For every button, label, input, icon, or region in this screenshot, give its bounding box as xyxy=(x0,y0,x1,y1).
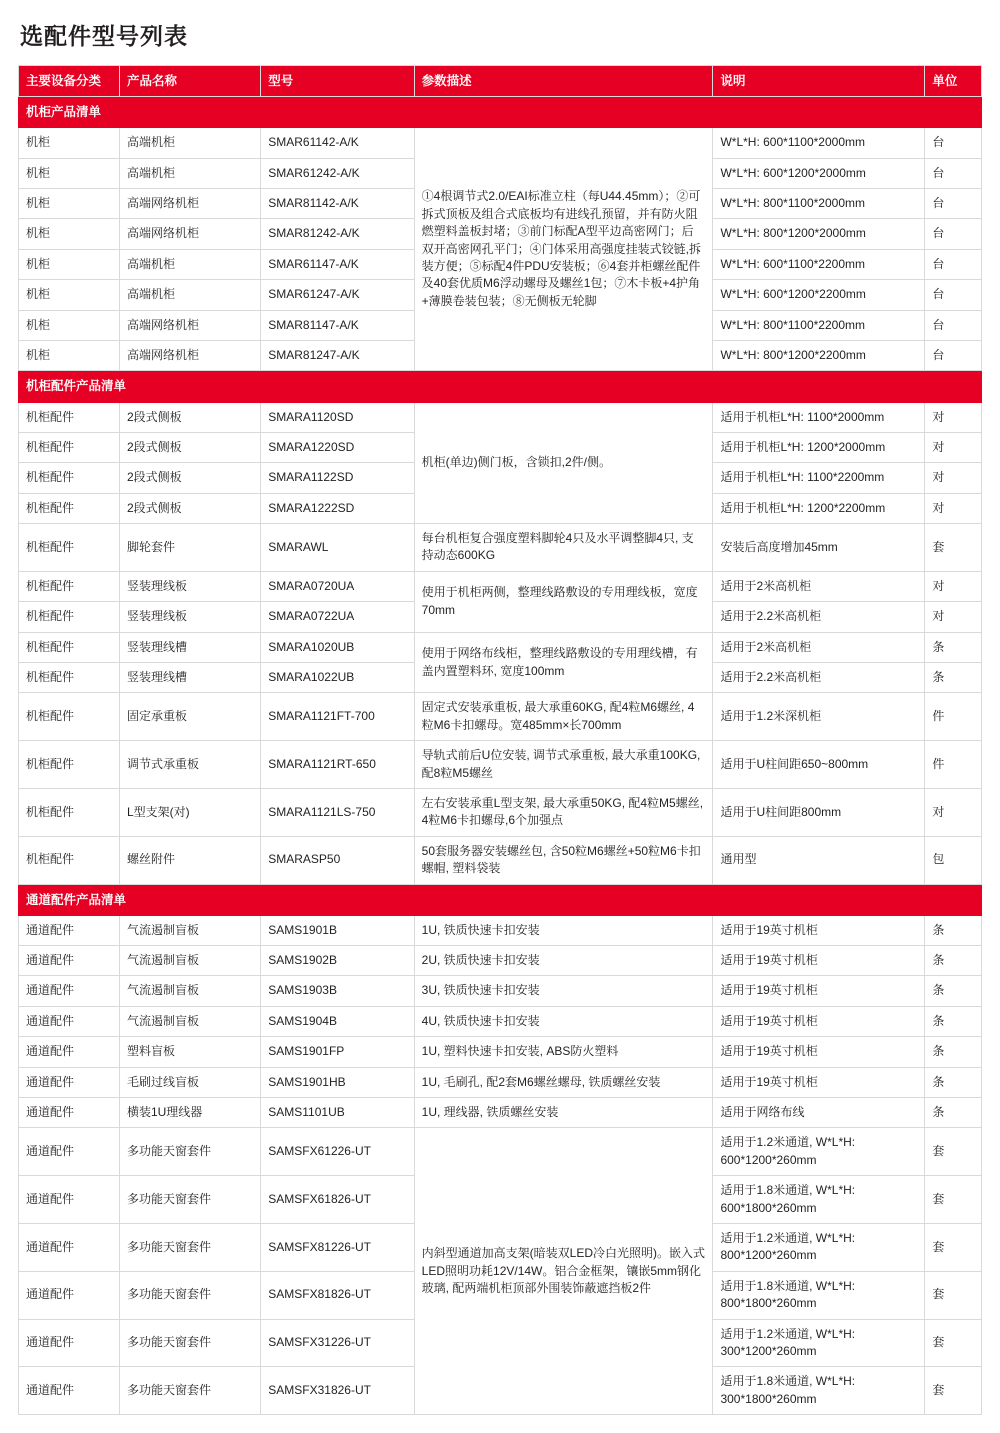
cell-model: SAMSFX81826-UT xyxy=(261,1271,414,1319)
table-row xyxy=(19,976,982,1006)
cell-parameters: 4U, 铁质快速卡扣安装 xyxy=(414,1006,713,1036)
cell-category: 机柜配件 xyxy=(19,741,120,789)
cell-description: 适用于机柜L*H: 1200*2200mm xyxy=(713,493,925,523)
cell-product-name: 2段式侧板 xyxy=(119,432,260,462)
table-row xyxy=(19,946,982,976)
cell-description: W*L*H: 600*1100*2200mm xyxy=(713,249,925,279)
cell-product-name: 竖装理线板 xyxy=(119,571,260,601)
header-row xyxy=(19,66,982,97)
cell-product-name: 高端机柜 xyxy=(119,128,260,158)
cell-product-name: 高端网络机柜 xyxy=(119,340,260,370)
cell-category: 通道配件 xyxy=(19,1128,120,1176)
cell-model: SAMSFX81226-UT xyxy=(261,1223,414,1271)
table-row xyxy=(19,915,982,945)
table-row xyxy=(19,836,982,884)
column-header-unit: 单位 xyxy=(925,66,982,97)
cell-product-name: 高端网络机柜 xyxy=(119,219,260,249)
cell-category: 机柜 xyxy=(19,310,120,340)
cell-unit: 台 xyxy=(925,189,982,219)
cell-model: SMARA1122SD xyxy=(261,463,414,493)
page-title: 选配件型号列表 xyxy=(20,23,188,49)
cell-unit: 条 xyxy=(925,1067,982,1097)
cell-model: SMAR61247-A/K xyxy=(261,280,414,310)
column-header-parameters: 参数描述 xyxy=(414,66,713,97)
cell-parameters: 50套服务器安装螺丝包, 含50粒M6螺丝+50粒M6卡扣螺帽, 塑料袋装 xyxy=(414,836,713,884)
cell-description: W*L*H: 800*1100*2200mm xyxy=(713,310,925,340)
cell-category: 机柜 xyxy=(19,128,120,158)
column-header-description: 说明 xyxy=(713,66,925,97)
cell-product-name: 高端机柜 xyxy=(119,158,260,188)
cell-category: 通道配件 xyxy=(19,1006,120,1036)
cell-product-name: 2段式侧板 xyxy=(119,402,260,432)
cell-category: 机柜配件 xyxy=(19,432,120,462)
cell-description: 适用于19英寸机柜 xyxy=(713,915,925,945)
cell-description: 适用于19英寸机柜 xyxy=(713,1006,925,1036)
column-header-category: 主要设备分类 xyxy=(19,66,120,97)
cell-description: W*L*H: 600*1200*2000mm xyxy=(713,158,925,188)
cell-unit: 台 xyxy=(925,128,982,158)
cell-product-name: L型支架(对) xyxy=(119,788,260,836)
cell-description: 安装后高度增加45mm xyxy=(713,524,925,572)
cell-description: 适用于19英寸机柜 xyxy=(713,946,925,976)
section-header-cabinets xyxy=(19,97,982,128)
cell-product-name: 2段式侧板 xyxy=(119,493,260,523)
cell-unit: 条 xyxy=(925,1006,982,1036)
cell-product-name: 多功能天窗套件 xyxy=(119,1223,260,1271)
section-title: 机柜产品清单 xyxy=(19,97,982,128)
cell-unit: 对 xyxy=(925,602,982,632)
cell-description: W*L*H: 800*1100*2000mm xyxy=(713,189,925,219)
cell-unit: 套 xyxy=(925,1319,982,1367)
cell-unit: 台 xyxy=(925,158,982,188)
cell-unit: 对 xyxy=(925,788,982,836)
cell-description: 适用于2米高机柜 xyxy=(713,632,925,662)
cell-product-name: 多功能天窗套件 xyxy=(119,1319,260,1367)
section-title: 机柜配件产品清单 xyxy=(19,371,982,402)
cell-unit: 对 xyxy=(925,493,982,523)
cell-description: W*L*H: 800*1200*2200mm xyxy=(713,340,925,370)
cell-unit: 套 xyxy=(925,1223,982,1271)
cell-parameters-merged: 使用于网络布线柜，整理线路敷设的专用理线槽，有盖内置塑料环, 宽度100mm xyxy=(414,632,713,693)
cell-model: SMAR61142-A/K xyxy=(261,128,414,158)
section-title: 通道配件产品清单 xyxy=(19,884,982,915)
cell-product-name: 横装1U理线器 xyxy=(119,1098,260,1128)
cell-description: 适用于1.2米通道, W*L*H: 600*1200*260mm xyxy=(713,1128,925,1176)
cell-parameters-merged: 内斜型通道加高支架(暗装双LED冷白光照明)。嵌入式LED照明功耗12V/14W。铝合金框架，镶嵌5mm钢化玻璃, 配两端机柜顶部外围装饰蔽遮挡板2件 xyxy=(414,1128,713,1415)
cell-description: 适用于U柱间距800mm xyxy=(713,788,925,836)
cell-product-name: 调节式承重板 xyxy=(119,741,260,789)
table-row xyxy=(19,1128,982,1176)
cell-category: 机柜配件 xyxy=(19,836,120,884)
cell-product-name: 气流遏制盲板 xyxy=(119,976,260,1006)
cell-model: SAMS1902B xyxy=(261,946,414,976)
table-row xyxy=(19,571,982,601)
cell-unit: 套 xyxy=(925,1176,982,1224)
cell-description: 适用于1.8米通道, W*L*H: 800*1800*260mm xyxy=(713,1271,925,1319)
cell-parameters-merged: ①4根调节式2.0/EAI标准立柱（每U44.45mm）；②可拆式顶板及组合式底板均有进线孔预留，并有防火阻燃塑料盖板封堵；③前门标配A型平边高密网门；后双开高密网孔平门；④门体采用高强度挂装式铰链,拆装方便；⑤标配4件PDU安装板；⑥4套并柜螺丝配件及40套优质M6浮动螺母及螺丝1包；⑦木卡板+4护角+薄膜卷装包装；⑧无侧板无轮脚 xyxy=(414,128,713,371)
table-row xyxy=(19,788,982,836)
cell-product-name: 多功能天窗套件 xyxy=(119,1176,260,1224)
cell-product-name: 2段式侧板 xyxy=(119,463,260,493)
cell-category: 通道配件 xyxy=(19,1037,120,1067)
table-body xyxy=(19,97,982,1415)
cell-product-name: 高端网络机柜 xyxy=(119,310,260,340)
cell-unit: 对 xyxy=(925,402,982,432)
cell-category: 机柜配件 xyxy=(19,632,120,662)
cell-model: SAMSFX61226-UT xyxy=(261,1128,414,1176)
cell-product-name: 气流遏制盲板 xyxy=(119,1006,260,1036)
cell-parameters-merged: 机柜(单边)侧门板，含锁扣,2件/侧。 xyxy=(414,402,713,524)
cell-model: SMAR61242-A/K xyxy=(261,158,414,188)
cell-description: 适用于U柱间距650~800mm xyxy=(713,741,925,789)
cell-unit: 条 xyxy=(925,1098,982,1128)
cell-product-name: 竖装理线槽 xyxy=(119,663,260,693)
cell-category: 机柜 xyxy=(19,219,120,249)
cell-unit: 台 xyxy=(925,219,982,249)
cell-parameters: 导轨式前后U位安装, 调节式承重板, 最大承重100KG, 配8粒M5螺丝 xyxy=(414,741,713,789)
cell-unit: 条 xyxy=(925,976,982,1006)
cell-model: SMAR81147-A/K xyxy=(261,310,414,340)
cell-description: 适用于19英寸机柜 xyxy=(713,1037,925,1067)
table-row xyxy=(19,1067,982,1097)
cell-model: SMARA1120SD xyxy=(261,402,414,432)
cell-category: 通道配件 xyxy=(19,1176,120,1224)
cell-unit: 套 xyxy=(925,1271,982,1319)
cell-description: 适用于机柜L*H: 1100*2000mm xyxy=(713,402,925,432)
cell-category: 机柜 xyxy=(19,249,120,279)
cell-unit: 条 xyxy=(925,632,982,662)
cell-category: 机柜配件 xyxy=(19,571,120,601)
cell-product-name: 塑料盲板 xyxy=(119,1037,260,1067)
column-header-model: 型号 xyxy=(261,66,414,97)
cell-description: 适用于1.2米通道, W*L*H: 800*1200*260mm xyxy=(713,1223,925,1271)
cell-unit: 条 xyxy=(925,915,982,945)
cell-parameters: 固定式安装承重板, 最大承重60KG, 配4粒M6螺丝, 4粒M6卡扣螺母。宽485mm×长700mm xyxy=(414,693,713,741)
cell-description: 适用于2.2米高机柜 xyxy=(713,602,925,632)
cell-unit: 台 xyxy=(925,340,982,370)
cell-unit: 对 xyxy=(925,463,982,493)
cell-unit: 对 xyxy=(925,571,982,601)
cell-model: SMARASP50 xyxy=(261,836,414,884)
cell-product-name: 竖装理线板 xyxy=(119,602,260,632)
cell-model: SMAR81242-A/K xyxy=(261,219,414,249)
cell-unit: 条 xyxy=(925,1037,982,1067)
cell-parameters: 1U, 塑料快速卡扣安装, ABS防火塑料 xyxy=(414,1037,713,1067)
cell-description: 通用型 xyxy=(713,836,925,884)
cell-category: 通道配件 xyxy=(19,1067,120,1097)
cell-description: W*L*H: 800*1200*2000mm xyxy=(713,219,925,249)
cell-category: 通道配件 xyxy=(19,1223,120,1271)
cell-model: SMARA0720UA xyxy=(261,571,414,601)
cell-unit: 条 xyxy=(925,946,982,976)
cell-description: 适用于2米高机柜 xyxy=(713,571,925,601)
cell-category: 通道配件 xyxy=(19,1271,120,1319)
cell-product-name: 毛刷过线盲板 xyxy=(119,1067,260,1097)
section-header-cabinet-accessories xyxy=(19,371,982,402)
cell-category: 机柜配件 xyxy=(19,402,120,432)
cell-description: 适用于机柜L*H: 1100*2200mm xyxy=(713,463,925,493)
cell-category: 机柜 xyxy=(19,189,120,219)
cell-description: 适用于1.2米深机柜 xyxy=(713,693,925,741)
cell-product-name: 脚轮套件 xyxy=(119,524,260,572)
table-row xyxy=(19,693,982,741)
cell-description: W*L*H: 600*1100*2000mm xyxy=(713,128,925,158)
cell-parameters: 1U, 理线器, 铁质螺丝安装 xyxy=(414,1098,713,1128)
cell-unit: 套 xyxy=(925,1367,982,1415)
cell-model: SAMS1101UB xyxy=(261,1098,414,1128)
cell-product-name: 多功能天窗套件 xyxy=(119,1367,260,1415)
cell-unit: 条 xyxy=(925,663,982,693)
cell-model: SMARA1222SD xyxy=(261,493,414,523)
cell-unit: 台 xyxy=(925,249,982,279)
cell-description: 适用于1.8米通道, W*L*H: 600*1800*260mm xyxy=(713,1176,925,1224)
cell-model: SAMS1901FP xyxy=(261,1037,414,1067)
cell-model: SMAR81247-A/K xyxy=(261,340,414,370)
cell-model: SMAR81142-A/K xyxy=(261,189,414,219)
cell-category: 机柜配件 xyxy=(19,524,120,572)
cell-model: SAMSFX31226-UT xyxy=(261,1319,414,1367)
cell-unit: 件 xyxy=(925,741,982,789)
cell-product-name: 螺丝附件 xyxy=(119,836,260,884)
spec-table xyxy=(18,65,982,1415)
cell-parameters: 1U, 毛刷孔, 配2套M6螺丝螺母, 铁质螺丝安装 xyxy=(414,1067,713,1097)
cell-category: 机柜 xyxy=(19,340,120,370)
cell-product-name: 高端机柜 xyxy=(119,280,260,310)
cell-description: 适用于19英寸机柜 xyxy=(713,1067,925,1097)
cell-model: SMARA0722UA xyxy=(261,602,414,632)
cell-category: 通道配件 xyxy=(19,1367,120,1415)
cell-description: W*L*H: 600*1200*2200mm xyxy=(713,280,925,310)
cell-unit: 包 xyxy=(925,836,982,884)
cell-product-name: 气流遏制盲板 xyxy=(119,946,260,976)
cell-model: SAMS1904B xyxy=(261,1006,414,1036)
cell-description: 适用于19英寸机柜 xyxy=(713,976,925,1006)
cell-model: SMARA1121LS-750 xyxy=(261,788,414,836)
table-header xyxy=(19,66,982,97)
table-row xyxy=(19,128,982,158)
cell-category: 机柜配件 xyxy=(19,693,120,741)
cell-model: SAMSFX61826-UT xyxy=(261,1176,414,1224)
cell-parameters: 2U, 铁质快速卡扣安装 xyxy=(414,946,713,976)
cell-model: SMARA1220SD xyxy=(261,432,414,462)
cell-parameters: 3U, 铁质快速卡扣安装 xyxy=(414,976,713,1006)
cell-model: SMARA1121RT-650 xyxy=(261,741,414,789)
table-row xyxy=(19,632,982,662)
cell-parameters: 每台机柜复合强度塑料脚轮4只及水平调整脚4只, 支持动态600KG xyxy=(414,524,713,572)
cell-category: 通道配件 xyxy=(19,1319,120,1367)
cell-product-name: 高端网络机柜 xyxy=(119,189,260,219)
section-header-aisle-accessories xyxy=(19,884,982,915)
cell-unit: 对 xyxy=(925,432,982,462)
cell-product-name: 多功能天窗套件 xyxy=(119,1271,260,1319)
cell-category: 机柜配件 xyxy=(19,463,120,493)
cell-model: SMAR61147-A/K xyxy=(261,249,414,279)
cell-model: SAMS1901HB xyxy=(261,1067,414,1097)
cell-category: 机柜配件 xyxy=(19,788,120,836)
cell-product-name: 高端机柜 xyxy=(119,249,260,279)
cell-unit: 台 xyxy=(925,280,982,310)
cell-parameters: 1U, 铁质快速卡扣安装 xyxy=(414,915,713,945)
cell-model: SMARA1022UB xyxy=(261,663,414,693)
cell-unit: 件 xyxy=(925,693,982,741)
cell-product-name: 气流遏制盲板 xyxy=(119,915,260,945)
table-row xyxy=(19,1098,982,1128)
cell-product-name: 多功能天窗套件 xyxy=(119,1128,260,1176)
cell-description: 适用于机柜L*H: 1200*2000mm xyxy=(713,432,925,462)
cell-model: SAMSFX31826-UT xyxy=(261,1367,414,1415)
cell-description: 适用于1.2米通道, W*L*H: 300*1200*260mm xyxy=(713,1319,925,1367)
table-row xyxy=(19,402,982,432)
cell-description: 适用于2.2米高机柜 xyxy=(713,663,925,693)
cell-product-name: 固定承重板 xyxy=(119,693,260,741)
cell-model: SAMS1903B xyxy=(261,976,414,1006)
cell-category: 机柜配件 xyxy=(19,493,120,523)
cell-model: SMARA1020UB xyxy=(261,632,414,662)
cell-parameters: 左右安装承重L型支架, 最大承重50KG, 配4粒M5螺丝, 4粒M6卡扣螺母,6个加强点 xyxy=(414,788,713,836)
cell-model: SAMS1901B xyxy=(261,915,414,945)
cell-description: 适用于1.8米通道, W*L*H: 300*1800*260mm xyxy=(713,1367,925,1415)
cell-category: 机柜配件 xyxy=(19,602,120,632)
table-row xyxy=(19,524,982,572)
cell-unit: 台 xyxy=(925,310,982,340)
cell-description: 适用于网络布线 xyxy=(713,1098,925,1128)
cell-model: SMARA1121FT-700 xyxy=(261,693,414,741)
cell-unit: 套 xyxy=(925,524,982,572)
cell-category: 通道配件 xyxy=(19,915,120,945)
column-header-product-name: 产品名称 xyxy=(119,66,260,97)
cell-unit: 套 xyxy=(925,1128,982,1176)
cell-category: 机柜配件 xyxy=(19,663,120,693)
cell-model: SMARAWL xyxy=(261,524,414,572)
cell-product-name: 竖装理线槽 xyxy=(119,632,260,662)
cell-category: 机柜 xyxy=(19,158,120,188)
cell-parameters-merged: 使用于机柜两侧，整理线路敷设的专用理线板，宽度70mm xyxy=(414,571,713,632)
cell-category: 通道配件 xyxy=(19,1098,120,1128)
table-row xyxy=(19,1037,982,1067)
table-row xyxy=(19,741,982,789)
cell-category: 机柜 xyxy=(19,280,120,310)
table-row xyxy=(19,1006,982,1036)
cell-category: 通道配件 xyxy=(19,946,120,976)
cell-category: 通道配件 xyxy=(19,976,120,1006)
